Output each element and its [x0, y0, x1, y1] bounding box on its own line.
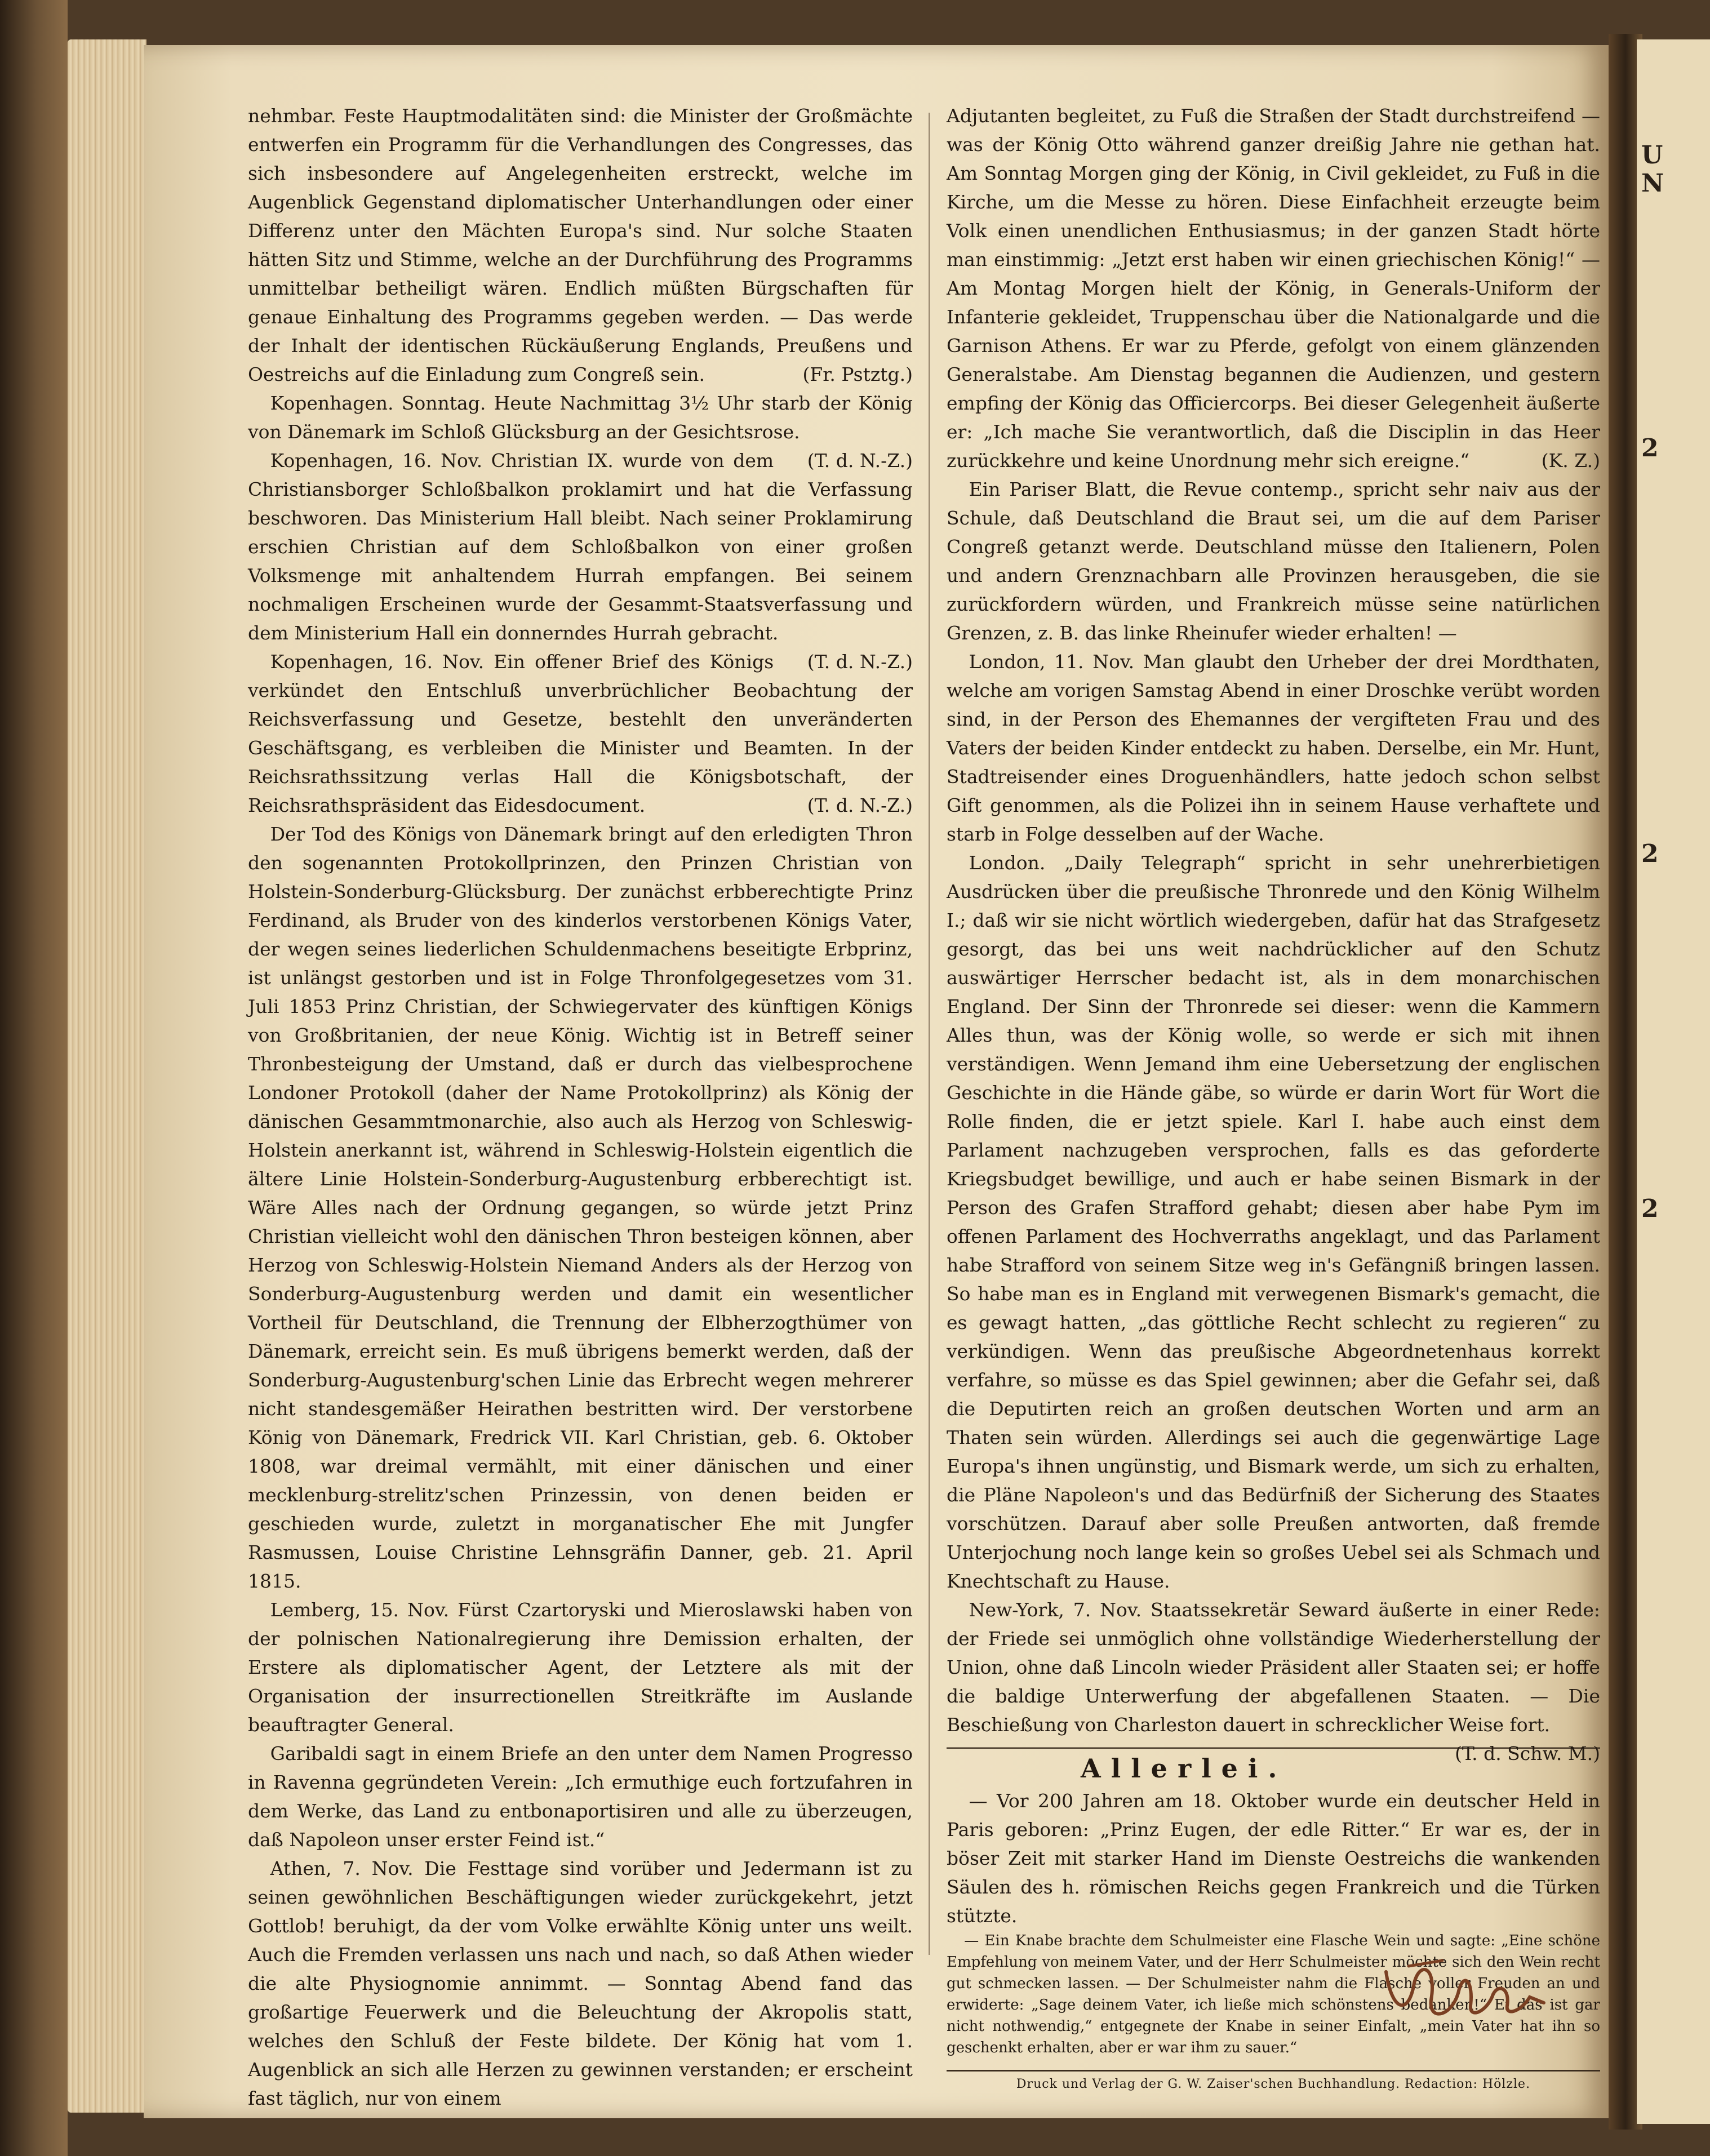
- article-text: Athen, 7. Nov. Die Festtage sind vorüber und Jedermann ist zu seinen gewöhnlichen Beschäftigungen wieder zurückgekehrt, jetzt Gottlob! beruhigt, da der vom Volke erwählte König unter uns weilt. Auch die Fremden verlassen uns nach und nach, so daß Athen wieder die alte Physiognomie annimmt. — Sonntag Abend fand das großartige Feuerwerk und die Beleuchtung der Akropolis statt, welches den Schluß der Feste bildete. Der König hat vom 1. Augenblick an sich alle Herzen zu gewinnen verstanden; er erscheint fast täglich, nur von einem: [248, 1857, 913, 2109]
- article-text: Kopenhagen, 16. Nov. Ein offener Brief des Königs verkündet den Entschluß unverbrüchlicher Beobachtung der Reichsverfassung und Gesetze, bestehlt den unveränderten Geschäftsgang, es verbleiben die Minister und Beamten. In der Reichsrathssitzung verlas Hall die Königsbotschaft, der Reichsrathspräsident das Eidesdocument.: [248, 651, 913, 816]
- adjacent-page-text: U: [1641, 141, 1663, 170]
- article-source: (T. d. N.-Z.): [807, 651, 913, 673]
- allerlei-item-1: — Vor 200 Jahren am 18. Oktober wurde ein deutscher Held in Paris geboren: „Prinz Eugen, der edle Ritter.“ Er war es, der in böser Zeit mit starker Hand im Dienste Oestreichs die wankenden Säulen des h. römischen Reichs gegen Frankreich und die Türken stützte.: [947, 1790, 1600, 1927]
- article-paragraph: [248, 389, 913, 472]
- article-paragraph: [947, 475, 1600, 647]
- adjacent-page-text: 2: [1641, 434, 1659, 463]
- article-text: nehmbar. Feste Hauptmodalitäten sind: die Minister der Großmächte entwerfen ein Programm für die Verhandlungen des Congresses, das sich insbesondere auf Angelegenheiten erstreckt, welche im Augenblick Gegenstand diplomatischer Unterhandlungen oder einer Differenz unter den Mächten Europa's sind. Nur solche Staaten hätten Sitz und Stimme, welche an der Durchführung des Programms unmittelbar betheiligt wären. Endlich müßten Bürgschaften für genaue Einhaltung des Programms gegeben werden. — Das werde der Inhalt der identischen Rückäußerung Englands, Preußens und Oestreichs auf die Einladung zum Congreß sein.: [248, 105, 913, 385]
- book-cover-edge: [0, 0, 68, 2156]
- article-paragraph: [947, 101, 1600, 475]
- article-paragraph: [248, 446, 913, 673]
- article-paragraph: [947, 848, 1600, 1595]
- allerlei-item-2: — Ein Knabe brachte dem Schulmeister eine Flasche Wein und sagte: „Eine schöne Empfehlung von meinem Vater, und der Herr Schulmeister möchte sich den Wein recht gut schmecken lassen. — Der Schulmeister nahm die Flasche voller Freuden an und erwiderte: „Sage deinem Vater, ich ließe mich schönstens bedanken!“ Ei das ist gar nicht nothwendig,“ entgegnete der Knabe in seiner Einfalt, „mein Vater hat ihn so geschenkt erhalten, aber er war ihm zu sauer.“: [947, 1932, 1600, 2056]
- article-paragraph: [248, 1595, 913, 1739]
- article-text: Garibaldi sagt in einem Briefe an den unter dem Namen Progresso in Ravenna gegründeten Verein: „Ich ermuthige euch fortzufahren in dem Werke, das Land zu entbonaportisiren und alle zu überzeugen, daß Napoleon unser erster Feind ist.“: [248, 1742, 913, 1851]
- article-text: Kopenhagen, 16. Nov. Christian IX. wurde von dem Christiansborger Schloßbalkon proklamirt und hat die Verfassung beschworen. Das Ministerium Hall bleibt. Nach seiner Proklamirung erschien Christian auf dem Schloßbalkon von einer großen Volksmenge mit anhaltendem Hurrah empfangen. Bei seinem nochmaligen Erscheinen wurde der Gesammt-Staatsverfassung und dem Ministerium Hall ein donnerndes Hurrah gebracht.: [248, 450, 913, 644]
- article-text: Der Tod des Königs von Dänemark bringt auf den erledigten Thron den sogenannten Protokollprinzen, den Prinzen Christian von Holstein-Sonderburg-Glücksburg. Der zunächst erbberechtigte Prinz Ferdinand, als Bruder von des kinderlos verstorbenen Königs Vater, der wegen seines liederlichen Schuldenmachens beseitigte Erbprinz, ist unlängst gestorben und ist in Folge Thronfolgegesetzes vom 31. Juli 1853 Prinz Christian, der Schwiegervater des künftigen Königs von Großbritanien, der neue König. Wichtig ist in Betreff seiner Thronbesteigung der Umstand, daß er durch das vielbesprochene Londoner Protokoll (daher der Name Protokollprinz) als König der dänischen Gesammtmonarchie, also auch als Herzog von Schleswig-Holstein anerkannt ist, während in Schleswig-Holstein eigentlich die ältere Linie Holstein-Sonderburg-Augustenburg erbberechtigt ist. Wäre Alles nach der Ordnung gegangen, so würde jetzt Prinz Christian vielleicht wohl den dänischen Thron besteigen können, aber Herzog von Schleswig-Holstein Niemand Anders als der Herzog von Sonderburg-Augustenburg werden und damit ein wesentlicher Vortheil für Deutschland, die Trennung der Elbherzogthümer von Dänemark, erreicht sein. Es muß übrigens bemerkt werden, daß der Sonderburg-Augustenburg'schen Linie das Erbrecht wegen mehrerer nicht standesgemäßer Heirathen bestritten wird. Der verstorbene König von Dänemark, Fredrick VII. Karl Christian, geb. 6. Oktober 1808, war dreimal vermählt, mit einer dänischen und einer mecklenburg-strelitz'schen Prinzessin, von denen beiden er geschieden wurde, zuletzt in morganatischer Ehe mit Jungfer Rasmussen, Louise Christine Lehnsgräfin Danner, geb. 21. April 1815.: [248, 823, 913, 1592]
- article-paragraph: [947, 647, 1600, 848]
- article-text: Ein Pariser Blatt, die Revue contemp., spricht sehr naiv aus der Schule, daß Deutschland die Braut sei, um die auf dem Pariser Congreß getanzt werde. Deutschland müsse den Italienern, Polen und andern Grenznachbarn alle Provinzen herausgeben, die sie zurückfordern würden, und Frankreich müsse seine natürlichen Grenzen, z. B. das linke Rheinufer wieder erhalten! —: [947, 478, 1600, 644]
- article-paragraph: [248, 101, 913, 389]
- article-source: (K. Z.): [1541, 450, 1600, 472]
- article-text: London. „Daily Telegraph“ spricht in sehr unehrerbietigen Ausdrücken über die preußische Thronrede und den König Wilhelm I.; daß wir sie nicht wörtlich wiedergeben, dafür hat das Strafgesetz gesorgt, das bei uns weit nachdrücklicher auf den Schutz auswärtiger Herrscher bedacht ist, als in dem monarchischen England. Der Sinn der Thronrede sei dieser: wenn die Kammern Alles thun, was der König wolle, so werde er sich mit ihnen verständigen. Wenn Jemand ihm eine Uebersetzung der englischen Geschichte in die Hände gäbe, so würde er darin Wort für Wort die Rolle finden, die er jetzt spiele. Karl I. habe auch einst dem Parlament nachzugeben versprochen, falls es das geforderte Kriegsbudget bewillige, und auch er habe seinen Bismark in der Person des Grafen Strafford gehabt; diesen aber habe Pym im offenen Parlament des Hochverraths angeklagt, und das Parlament habe Strafford von seinem Sitze weg in's Gefängniß bringen lassen. So habe man es in England mit verwegenen Bismark's gemacht, die es gewagt hatten, „das göttliche Recht schlecht zu regieren“ zu verkündigen. Wenn das preußische Abgeordnetenhaus korrekt verfahre, so müsse es das Spiel gewinnen; aber die Gefahr sei, daß die Deputirten reich an großen deutschen Worten und arm an Thaten sein würden. Allerdings sei auch die gegenwärtige Lage Europa's ihnen ungünstig, und Bismark werde, um sich zu erhalten, die Pläne Napoleon's und das Bedürfniß der Sicherung des Staates vorschützen. Darauf aber solle Preußen antworten, daß fremde Unterjochung noch lange kein so großes Uebel sei als Schmach und Knechtschaft zu Hause.: [947, 852, 1600, 1592]
- handwritten-signature-icon: [1375, 1949, 1561, 2034]
- adjacent-page-text: 2: [1641, 1194, 1659, 1223]
- article-source: (T. d. Schw. M.): [1455, 1742, 1600, 1764]
- left-column: [248, 101, 913, 2113]
- article-paragraph: [947, 1595, 1600, 1764]
- article-text: Adjutanten begleitet, zu Fuß die Straßen der Stadt durchstreifend — was der König Otto während ganzer dreißig Jahre nie gethan hat. Am Sonntag Morgen ging der König, in Civil gekleidet, zu Fuß in die Kirche, um die Messe zu hören. Diese Einfachheit erzeugte beim Volk einen unendlichen Enthusiasmus; in der ganzen Stadt hörte man einstimmig: „Jetzt erst haben wir einen griechischen König!“ — Am Montag Morgen hielt der König, in Generals-Uniform der Infanterie gekleidet, Truppenschau über die Nationalgarde und die Garnison Athens. Er war zu Pferde, gefolgt von einem glänzenden Generalstabe. Am Dienstag begannen die Audienzen, und gestern empfing der König das Officiercorps. Bei dieser Gelegenheit äußerte er: „Ich mache Sie verantwortlich, daß die Disciplin in das Heer zurückkehre und keine Unordnung mehr sich ereigne.“: [947, 105, 1600, 472]
- adjacent-page-text: 2: [1641, 839, 1659, 868]
- imprint-rule: [947, 2070, 1600, 2071]
- article-paragraph: [248, 820, 913, 1595]
- article-paragraph: [248, 1739, 913, 1854]
- allerlei-heading: Allerlei.: [947, 1747, 1600, 1783]
- right-column: [947, 101, 1600, 2094]
- article-text: Lemberg, 15. Nov. Fürst Czartoryski und Mieroslawski haben von der polnischen Nationalregierung ihre Demission erhalten, der Erstere als diplomatischer Agent, der Letztere als mit der Organisation der insurrectionellen Streitkräfte im Auslande beauftragter General.: [248, 1599, 913, 1736]
- adjacent-page-fragment: [1637, 39, 1710, 2124]
- article-source: (T. d. N.-Z.): [807, 450, 913, 472]
- page-stack-edge: [68, 39, 146, 2113]
- adjacent-page-text: N: [1641, 169, 1664, 198]
- article-source: (T. d. N.-Z.): [807, 794, 913, 816]
- imprint: Druck und Verlag der G. W. Zaiser'schen Buchhandlung. Redaction: Hölzle.: [1016, 2077, 1531, 2091]
- article-text: London, 11. Nov. Man glaubt den Urheber der drei Mordthaten, welche am vorigen Samstag Abend in einer Droschke verübt worden sind, in der Person des Ehemannes der vergifteten Frau und des Vaters der beiden Kinder entdeckt zu haben. Derselbe, ein Mr. Hunt, Stadtreisender eines Droguenhändlers, hatte jedoch schon selbst Gift genommen, als die Polizei ihn in seinem Hause verhaftete und starb in Folge desselben auf der Wache.: [947, 651, 1600, 845]
- article-paragraph: [248, 1854, 913, 2113]
- column-divider: [929, 113, 930, 1955]
- article-source: (Fr. Pstztg.): [802, 363, 913, 385]
- article-text: New-York, 7. Nov. Staatssekretär Seward äußerte in einer Rede: der Friede sei unmöglich ohne vollständige Wiederherstellung der Union, ohne daß Lincoln wieder Präsident aller Staaten sei; er hoffe die baldige Unterwerfung der abgefallenen Staaten. — Die Beschießung von Charleston dauert in schrecklicher Weise fort.: [947, 1599, 1600, 1736]
- article-text: Kopenhagen. Sonntag. Heute Nachmittag 3½ Uhr starb der König von Dänemark im Schloß Glücksburg an der Gesichtsrose.: [248, 392, 913, 443]
